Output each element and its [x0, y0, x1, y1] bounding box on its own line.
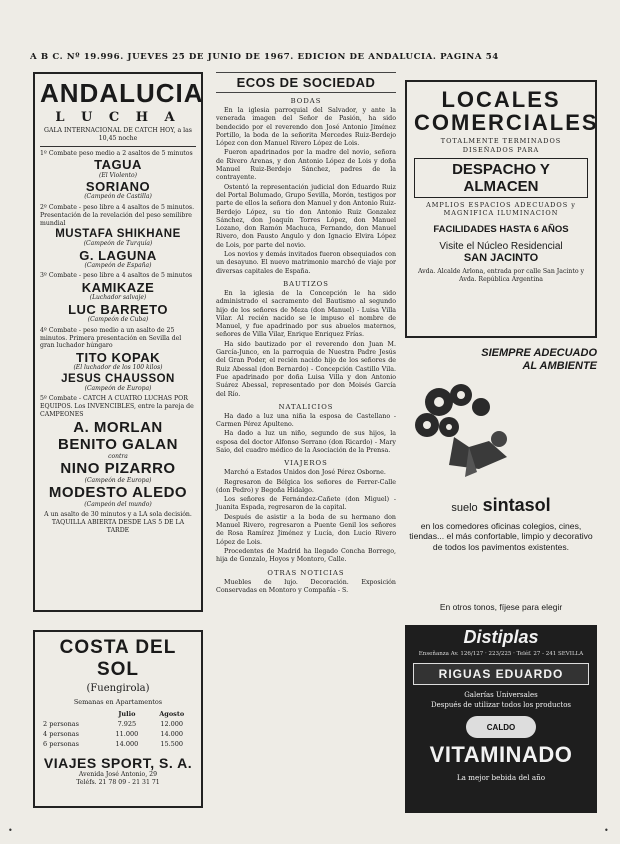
- lucha-subtitle: L U C H A: [55, 110, 181, 125]
- price-table: [41, 709, 195, 749]
- sintasol-ad: [405, 347, 597, 597]
- article-paragraph: Muebles de lujo. Decoración. Exposición Conservadas en Montoro y Compañía - S.: [216, 578, 396, 594]
- financing-terms: FACILIDADES HASTA 6 AÑOS: [433, 224, 569, 236]
- andalucia-wrestling-ad: [33, 72, 203, 612]
- bout-3: 3º Combate - peso libre a 4 asaltos de 5 minutos: [40, 272, 193, 280]
- fighter-name: BENITO GALAN: [58, 436, 178, 454]
- despacho-almacen: DESPACHO Y ALMACEN: [414, 158, 588, 198]
- article-paragraph: Fueron apadrinados por la madre del novio, señora de Rivero Arenas, y don Antonio López de Lois y doña Manuel Ruiz-Berdejo Sánchez, padres de la contrayente.: [216, 149, 396, 182]
- vitaminado-small: Galerías Universales: [464, 690, 538, 699]
- brand-name: sintasol: [482, 495, 551, 515]
- table-row: [41, 729, 195, 739]
- bout-4: 4º Combate - peso medio a un asalto de 25 minutos. Primera presentación en Sevilla del gran luchador húngaro: [40, 326, 182, 350]
- locales-title: LOCALES: [441, 87, 561, 112]
- article-paragraph: Ha dado a luz un niño, segundo de sus hijos, la esposa del doctor Alfonso Serrano (don Ricardo) - Mary Saio, del cuadro médico de la Asociación de la Prensa.: [216, 430, 396, 454]
- floral-figure-illustration: [409, 377, 529, 482]
- fighter-name: JESUS CHAUSSON: [61, 373, 175, 386]
- vitaminado-small: Después de utilizar todos los productos: [431, 701, 571, 710]
- article-paragraph: Los señores de Fernández-Cañete (don Miguel) - Juanita Espada, regresaron de la capital.: [216, 496, 396, 512]
- costa-place: (Fuengirola): [86, 683, 150, 694]
- andalucia-title: ANDALUCIA: [40, 78, 204, 108]
- table-cell: 4 personas: [43, 730, 79, 738]
- article-paragraph: En la iglesia parroquial del Salvador, y ante la venerada imagen del Señor de Pasión, ha sido bendecido por el reverendo don José Antonio Jiménez Portillo, la boda de la señorita Mercedes Ruiz-Berdejo López con don Manuel Rivero López de Lois.: [216, 107, 396, 148]
- visit-text: Visite el Núcleo Residencial: [439, 241, 563, 253]
- costa-title: COSTA DEL SOL: [59, 637, 177, 680]
- fighter-name: G. LAGUNA: [79, 247, 157, 263]
- fighter-note: (El Violento): [98, 171, 137, 179]
- article-paragraph: Ha sido bautizado por el reverendo don Juan M. García-Junco, en la parroquia de Nuestra Padre Jesús del Gran Poder, el recién nacido hijo de los señores de Ruiz Abessal (don Bernardo) - Concepción Castillo Vila. Fue apadrinado por doña Luisa Villa y don Antonio Suárez Abessal, representado por don Moisés García del Río.: [216, 340, 396, 398]
- article-paragraph: Procedentes de Madrid ha llegado Concha Borrego, hija de Gonzalo, Hoyos y Montoro, Calle.: [216, 547, 396, 564]
- table-cell: 11.000: [115, 730, 139, 738]
- section-heading: BAUTIZOS: [283, 279, 329, 288]
- fighter-name: SORIANO: [85, 179, 151, 195]
- fighter-name: LUC BARRETO: [68, 302, 168, 318]
- section-heading: BODAS: [290, 97, 322, 105]
- article-paragraph: Los novios y demás invitados fueron obsequiados con un desayuno. El nuevo matrimonio marchó de viaje por diversas capitales de España.: [216, 251, 396, 275]
- residential-name: SAN JACINTO: [463, 252, 539, 265]
- article-paragraph: En la iglesia de la Concepción le ha sido administrado el sacramento del Bautismo al segundo hijo de los señores de Meza (don Manuel) - Luisa Villa Vilar. Al recién nacido se le impuso el nombre de Manuel, y fue apadrinado por sus abuelos maternos, señores de Villa Vilar, Enrique Enriquez Frías.: [216, 289, 396, 339]
- agency-phone: Teléfs. 21 78 09 - 21 31 71: [76, 779, 160, 787]
- caldo-badge: CALDO: [466, 716, 536, 738]
- distiplas-line: En otros tonos, fíjese para elegir: [439, 602, 563, 612]
- table-cell: 14.000: [160, 730, 184, 738]
- sintasol-headline: [405, 347, 597, 373]
- sintasol-copy: en los comedores oficinas colegios, cines, tiendas... el más confortable, limpio y decorativo de todos los pavimentos existentes.: [409, 521, 593, 552]
- table-header: Agosto: [159, 710, 185, 718]
- locales-address: Avda. Alcalde Arlona, entrada por calle San Jacinto y Avda. República Argentina: [417, 268, 585, 284]
- agency-address: Avenida José Antonio, 29: [78, 771, 158, 778]
- table-cell: 12.000: [160, 720, 184, 728]
- fighter-note: (El luchador de los 100 kilos): [73, 364, 163, 372]
- fighter-note: (Campeón de España): [84, 261, 152, 269]
- section-heading: NATALICIOS: [278, 402, 334, 411]
- fighter-note: (Campeón de Turquía): [83, 239, 153, 247]
- fighter-name: TITO KOPAK: [76, 350, 160, 366]
- fighter-name: KAMIKAZE: [81, 280, 155, 296]
- visit-line: [414, 241, 588, 264]
- fighter-name: A. MORLAN: [73, 418, 163, 436]
- bout-5: 5º Combate - CATCH A CUATRO LUCHAS POR EQUIPOS. Los INVENCIBLES, entre la pareja de CAMPEONES: [40, 395, 194, 418]
- fighter-note: (Campeón de Europa): [84, 476, 152, 484]
- comerciales-title: COMERCIALES: [414, 110, 599, 136]
- page-header: A B C. Nº 19.996. JUEVES 25 DE JUNIO DE 1967. EDICION DE ANDALUCIA. PAGINA 54: [30, 52, 499, 62]
- costa-del-sol-ad: [33, 630, 203, 808]
- corner-mark-icon: •: [8, 826, 13, 835]
- vitaminado-brand: VITAMINADO: [429, 742, 573, 768]
- locales-comerciales-ad: [405, 80, 597, 338]
- distiplas-brand: Distiplas: [463, 627, 539, 647]
- article-paragraph: Después de asistir a la boda de su hermano don Manuel Rivero, regresaron a Puente Genil los señores de Rosa Ramírez Jiménez y Lucía, don Lucio Rivero López de Lois.: [216, 513, 396, 546]
- article-paragraph: Regresaron de Bélgica los señores de Ferrer-Calle (don Pedro) y Begoña Hidalgo.: [216, 478, 396, 494]
- table-header: [41, 709, 105, 719]
- fighter-name: MUSTAFA SHIKHANE: [55, 228, 181, 241]
- corner-mark-icon: •: [604, 826, 609, 835]
- fighter-note: (Campeón del mundo): [84, 500, 152, 508]
- vitaminado-tagline: La mejor bebida del año: [456, 773, 546, 783]
- fighter-note: (Campeón de Castilla): [84, 193, 152, 201]
- headline-line: AL AMBIENTE: [522, 360, 597, 373]
- table-cell: 7.925: [117, 720, 137, 728]
- sintasol-brand: [405, 495, 597, 516]
- table-header: Julio: [118, 710, 136, 718]
- locales-line: AMPLIOS ESPACIOS ADECUADOS y MAGNIFICA ILUMINACION: [426, 200, 576, 218]
- locales-line: TOTALMENTE TERMINADOS DISEÑADOS PARA: [440, 137, 562, 154]
- table-row: [41, 739, 195, 749]
- fighter-note: (Campeón de Cuba): [87, 316, 149, 324]
- section-heading: OTRAS NOTICIAS: [267, 568, 345, 577]
- table-cell: 2 personas: [43, 720, 79, 728]
- table-header-row: [41, 709, 195, 719]
- table-cell: 15.500: [160, 740, 184, 748]
- table-cell: 6 personas: [43, 740, 79, 748]
- fighter-note: (Campeón de Europa): [84, 384, 152, 392]
- contra-label: contra: [108, 452, 128, 460]
- article-paragraph: Marchó a Estados Unidos don José Pérez Osborne.: [224, 469, 386, 477]
- article-paragraph: Ostentó la representación judicial don Eduardo Ruiz del Portal Bolumado, Grupo Sevilla, Morón, testigos por parte de ellos la señora don Manuel y don Antonio Ruiz-Berdejo López, su tío don Antonio Ruiz Gonzalez Sánchez, don Joaquín Torres López, don Manuel Lozano, don Ramón Machuca, Fernando, don Manuel Rivero, don Fausto Angulo y don Ignacio Elvira López de Lois, por parte del novio.: [216, 183, 396, 249]
- table-row: [41, 719, 195, 729]
- fighter-name: NINO PIZARRO: [60, 460, 176, 478]
- fighter-name: TAGUA: [94, 157, 142, 173]
- vitaminado-top: RIGUAS EDUARDO: [413, 663, 589, 685]
- wrestling-footer: A un asalto de 30 minutos y a LA sola decisión. TAQUILLA ABIERTA DESDE LAS 5 DE LA TARDE: [44, 511, 192, 534]
- society-column: [216, 72, 396, 842]
- article-paragraph: Ha dado a luz una niña la esposa de Castellano - Carmen Pérez Apulteno.: [216, 412, 396, 429]
- society-title: ECOS DE SOCIEDAD: [216, 72, 396, 93]
- gala-intro: GALA INTERNACIONAL DE CATCH HOY, a las 10,45 noche: [44, 127, 192, 142]
- divider: [40, 146, 196, 147]
- distiplas-address: Enseñanza Av. 126/127 · 223/225 · Teléf. 27 - 241 SEVILLA: [418, 650, 584, 657]
- costa-caption: Semanas en Apartamentos: [73, 698, 163, 706]
- brand-prefix: suelo: [451, 502, 478, 514]
- fighter-name: MODESTO ALEDO: [48, 484, 188, 502]
- fighter-note: (Luchador salvaje): [89, 294, 147, 302]
- vitaminado-ad: [405, 625, 597, 813]
- section-heading: VIAJEROS: [284, 459, 328, 468]
- headline-line: SIEMPRE ADECUADO: [481, 347, 597, 359]
- travel-agency: VIAJES SPORT, S. A.: [43, 755, 193, 771]
- bout-1: 1º Combate peso medio a 2 asaltos de 5 minutos: [40, 149, 193, 157]
- bout-2: 2º Combate - peso libre a 4 asaltos de 5 minutos. Presentación de la revelación del peso semilibre mundial: [40, 204, 195, 227]
- table-cell: 14.000: [115, 740, 139, 748]
